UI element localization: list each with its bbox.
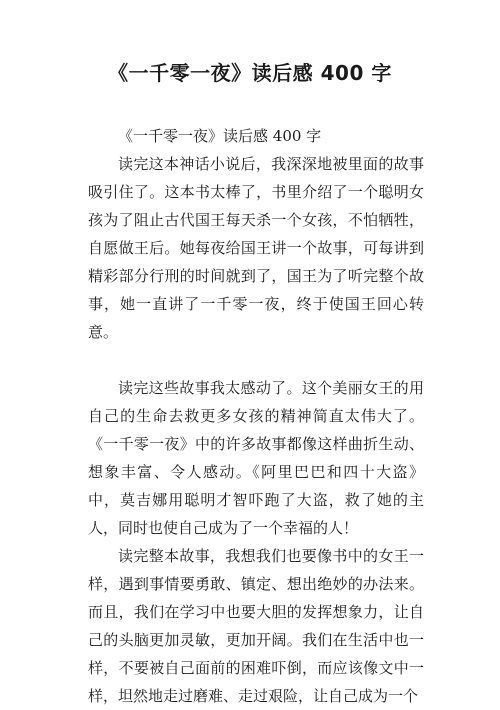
paragraph-1: 读完这本神话小说后，我深深地被里面的故事吸引住了。这本书太棒了，书里介绍了一个聪明女孩为了阻止古代国王每天杀一个女孩，不怕牺牲，自愿做王后。她每夜给国王讲一个故事，可每讲到精彩部分行刑的时间就到了，国王为了听完整个故事，她一直讲了一千零一夜，终于使国王回心转意。 (88, 155, 424, 341)
document-title: 《一千零一夜》读后感 400 字 (108, 61, 392, 85)
paragraph-3: 读完整本故事，我想我们也要像书中的女王一样，遇到事情要勇敢、镇定、想出绝妙的办法来。而且，我们在学习中也要大胆的发挥想象力，让自己的头脑更加灵敏，更加开阔。我们在生活中也一样，不要被自己面前的困难吓倒，而应该像文中一样，坦然地走过磨难、走过艰险，让自己成为一个 (88, 547, 424, 705)
document-body (88, 122, 424, 710)
document-subtitle: 《一千零一夜》读后感 400 字 (118, 127, 322, 145)
paragraph-2: 读完这些故事我太感动了。这个美丽女王的用自己的生命去救更多女孩的精神简直太伟大了。《一千零一夜》中的许多故事都像这样曲折生动、想象丰富、令人感动。《阿里巴巴和四十大盗》中，莫吉娜用聪明才智吓跑了大盗，救了她的主人，同时也使自己成为了一个幸福的人！ (88, 379, 424, 537)
